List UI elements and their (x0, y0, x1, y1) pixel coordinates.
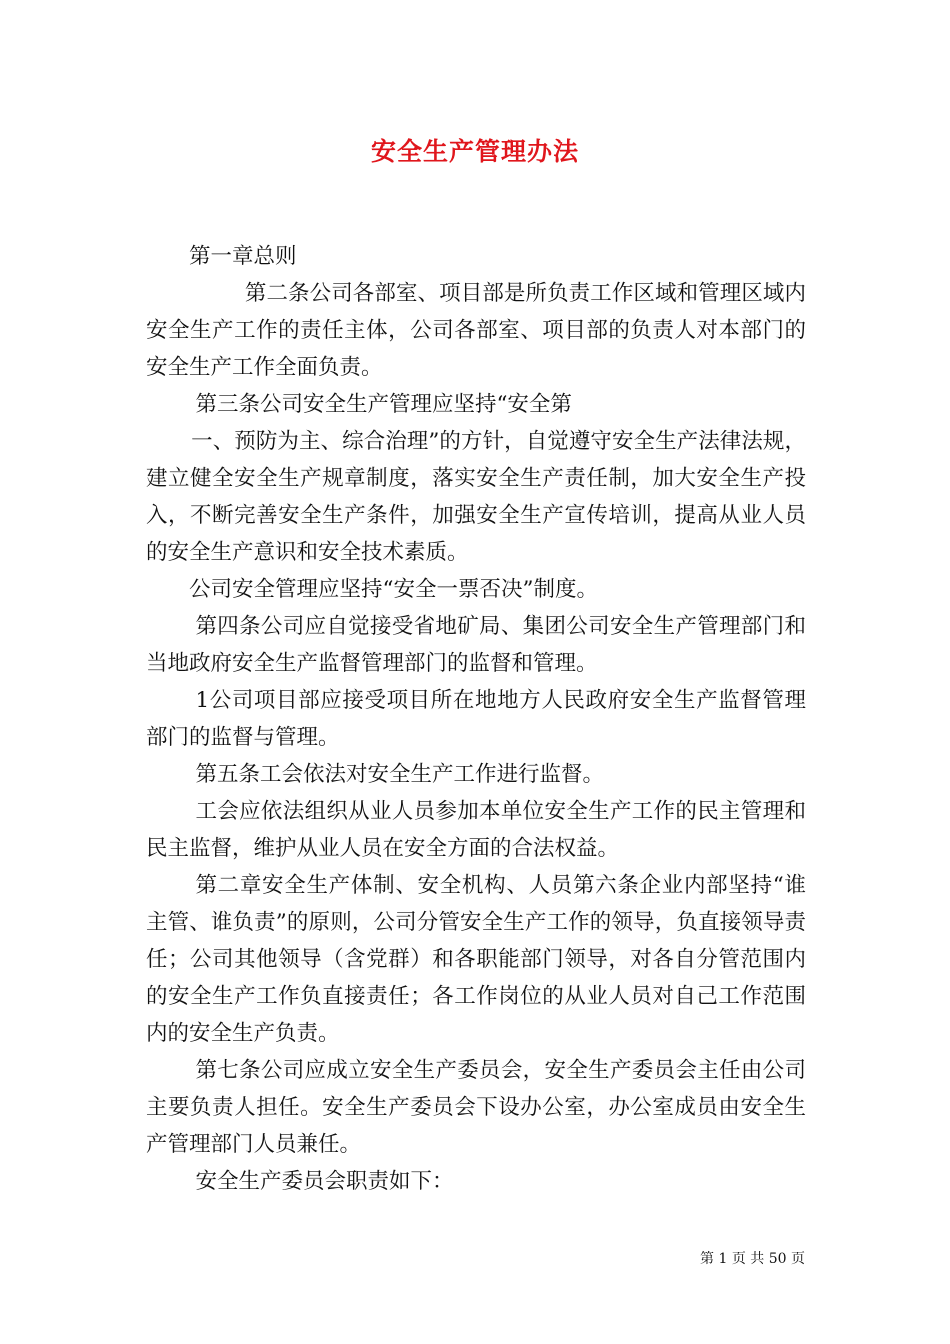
paragraph-committee-duties: 安全生产委员会职责如下： (195, 1169, 454, 1194)
paragraph-article-5: 第五条工会依法对安全生产工作进行监督。 (195, 762, 604, 787)
paragraph-article-3: 第三条公司安全生产管理应坚持“安全第 (195, 392, 572, 417)
document-title: 安全生产管理办法 (370, 137, 579, 166)
paragraph-article-7: 第七条公司应成立安全生产委员会，安全生产委员会主任由公司主要负责人担任。安全生产委员会下设办公室，办公室成员由安全生产管理部门人员兼任。 (146, 1058, 806, 1157)
paragraph-union-duties: 工会应依法组织从业人员参加本单位安全生产工作的民主管理和民主监督，维护从业人员在安全方面的合法权益。 (146, 799, 806, 861)
paragraph-article-2: 第二条公司各部室、项目部是所负责工作区域和管理区域内安全生产工作的责任主体，公司各部室、项目部的负责人对本部门的安全生产工作全面负责。 (146, 281, 806, 380)
page-number-footer: 第 1 页 共 50 页 (700, 1251, 805, 1267)
paragraph-safety-veto: 公司安全管理应坚持“安全一票否决”制度。 (189, 577, 598, 602)
document-body (146, 238, 806, 1200)
paragraph-article-4: 第四条公司应自觉接受省地矿局、集团公司安全生产管理部门和当地政府安全生产监督管理部门的监督和管理。 (146, 614, 806, 676)
paragraph-chapter-2-article-6: 第二章安全生产体制、安全机构、人员第六条企业内部坚持“谁主管、谁负责”的原则，公司分管安全生产工作的领导，负直接领导责任；公司其他领导（含党群）和各职能部门领导，对各自分管范围内的安全生产工作负直接责任；各工作岗位的从业人员对自己工作范围内的安全生产负责。 (146, 873, 806, 1046)
paragraph-article-3-continued: 一、预防为主、综合治理”的方针，自觉遵守安全生产法律法规，建立健全安全生产规章制度，落实安全生产责任制，加大安全生产投入，不断完善安全生产条件，加强安全生产宣传培训，提高从业人员的安全生产意识和安全技术素质。 (146, 429, 806, 565)
paragraph-chapter-1-heading: 第一章总则 (189, 244, 297, 269)
paragraph-project-supervision: 1公司项目部应接受项目所在地地方人民政府安全生产监督管理部门的监督与管理。 (146, 688, 806, 750)
